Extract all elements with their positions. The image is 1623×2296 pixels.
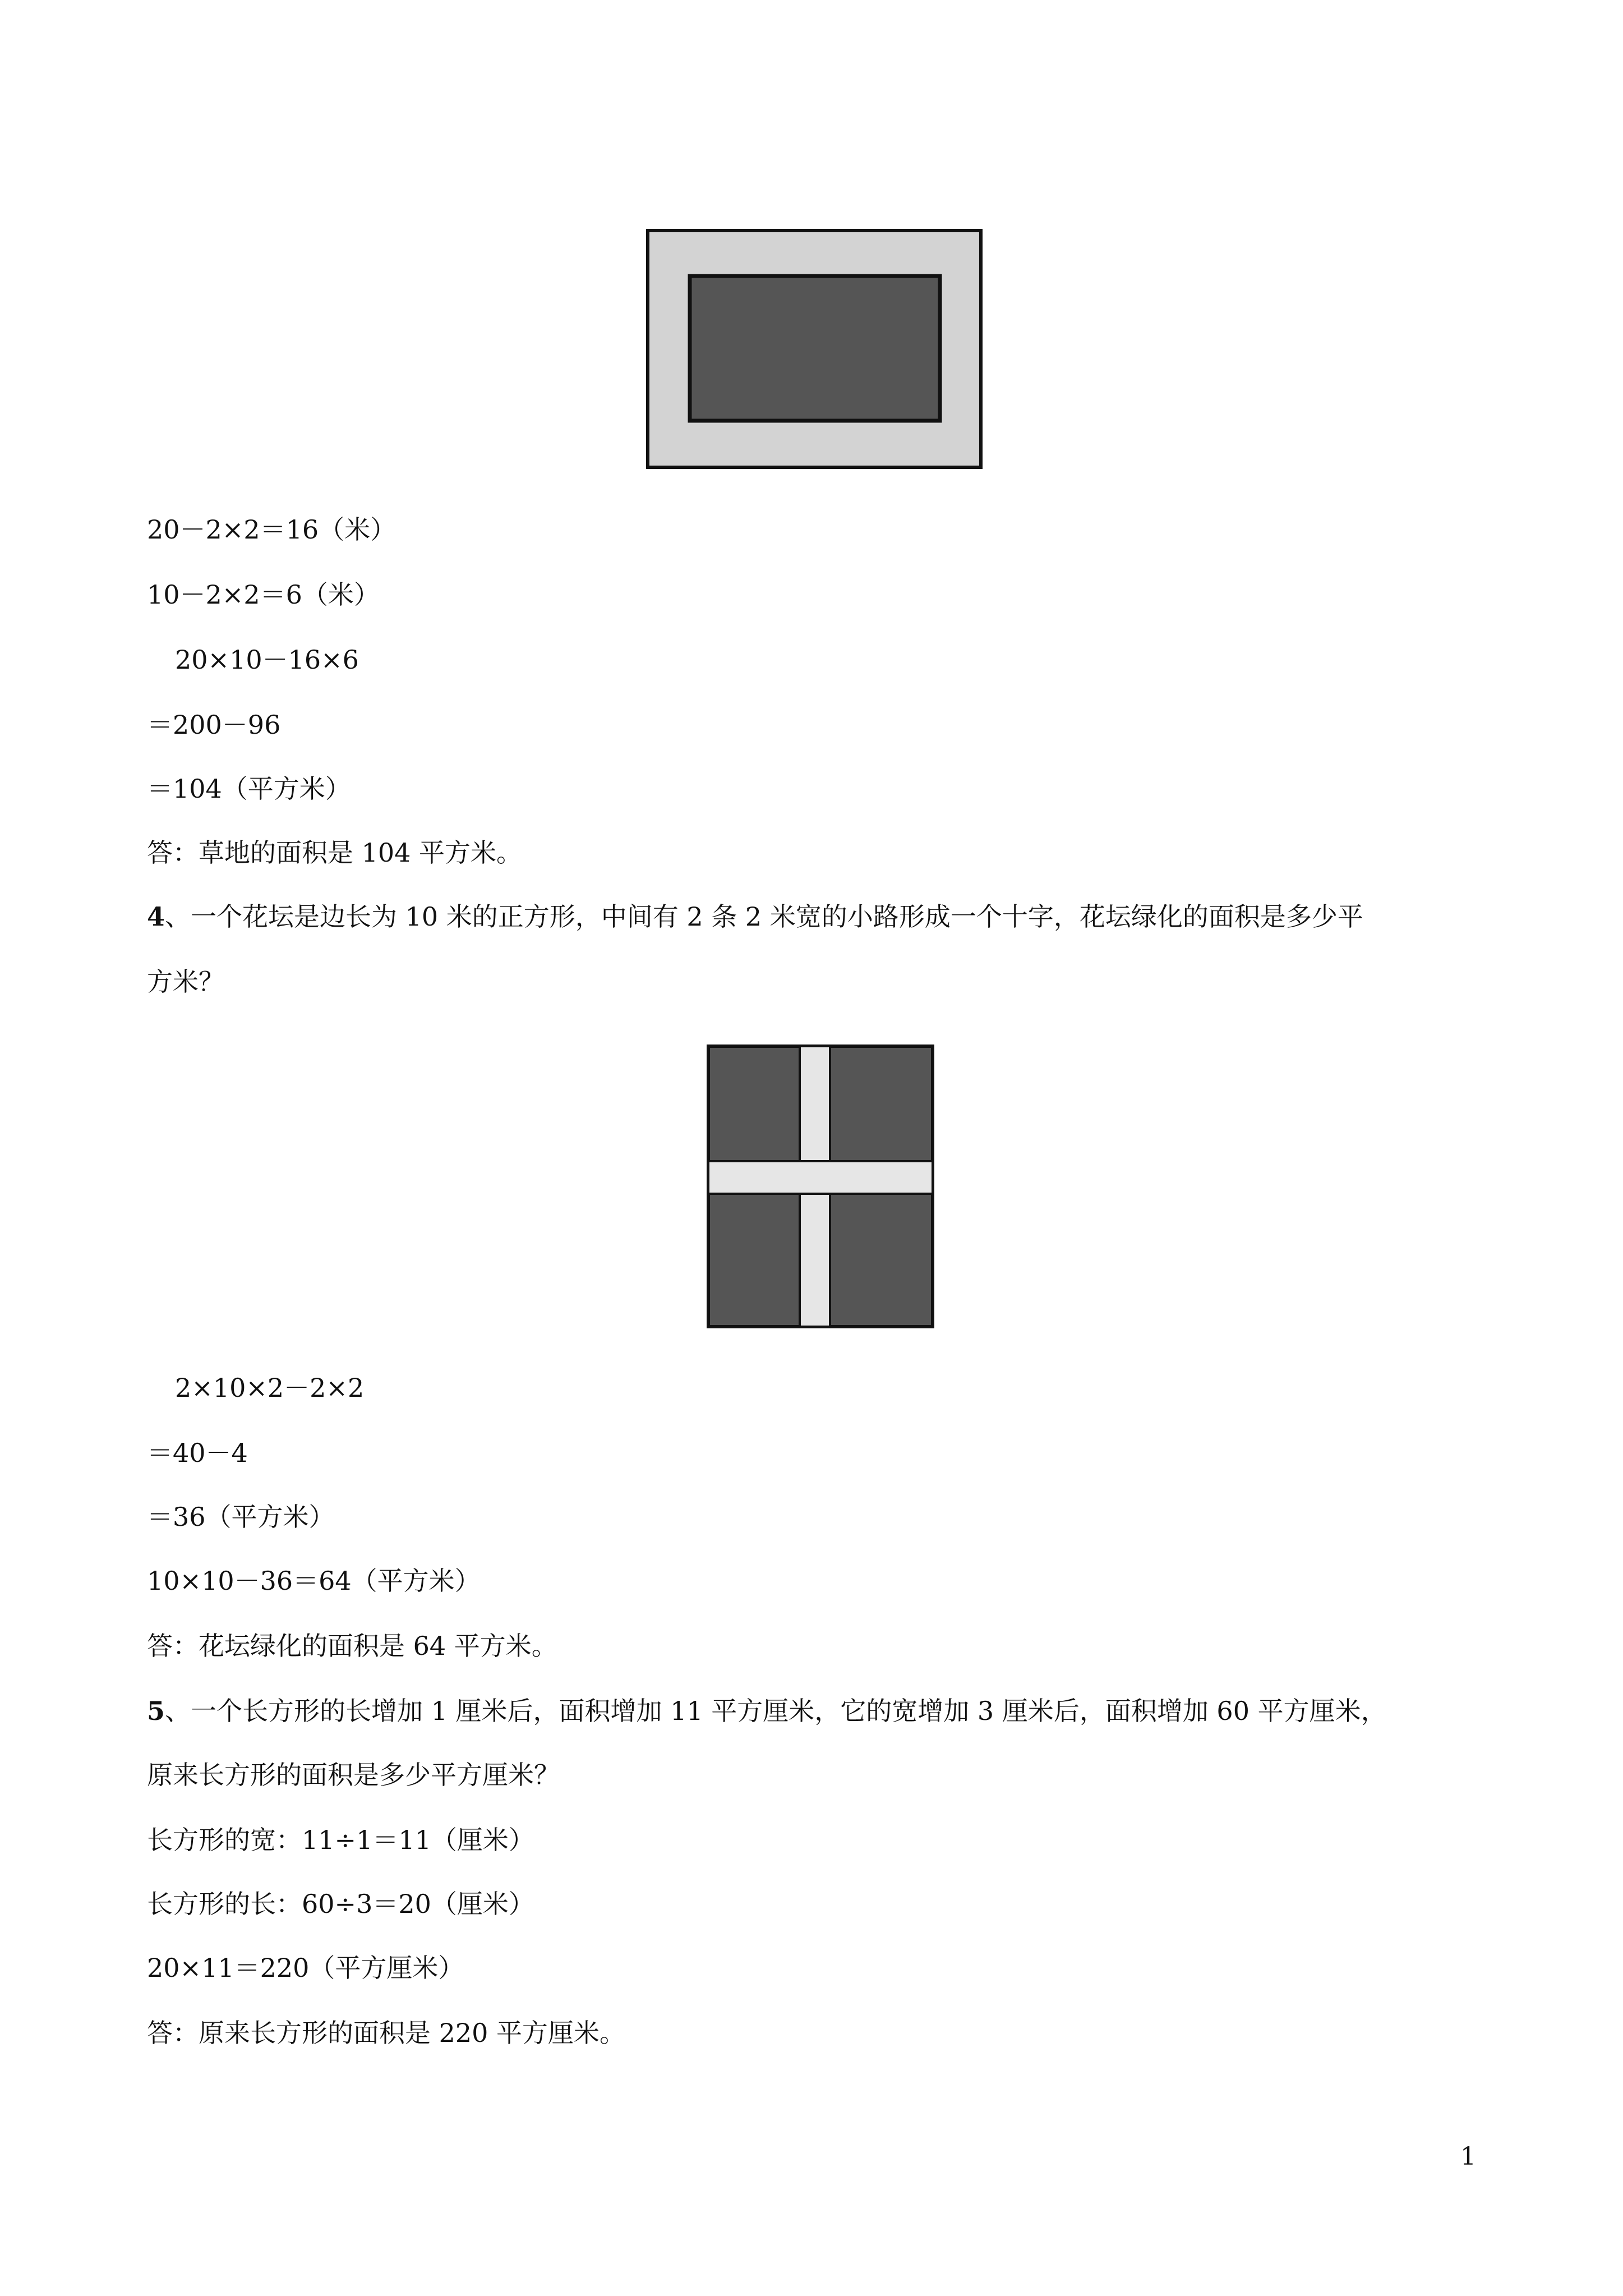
question-text: 、一个花坛是边长为 10 米的正方形，中间有 2 条 2 米宽的小路形成一个十字，花坛绿化的面积是多少平 (165, 901, 1363, 932)
page-number: 1 (1460, 2142, 1476, 2171)
answer-line: 答：花坛绿化的面积是 64 平方米。 (147, 1631, 557, 1661)
path-intersection (801, 1162, 829, 1193)
flowerbed-cross-figure (707, 1045, 934, 1328)
question-4 (147, 900, 1363, 933)
calc-line: ＝36（平方米） (147, 1502, 335, 1532)
calc-line: 2×10×2－2×2 (175, 1373, 365, 1403)
calc-line: 长方形的长：60÷3＝20（厘米） (147, 1889, 534, 1919)
answer-line: 答：原来长方形的面积是 220 平方厘米。 (147, 2018, 626, 2048)
question-text: 、一个长方形的长增加 1 厘米后，面积增加 11 平方厘米，它的宽增加 3 厘米后，面积增加 60 平方厘米， (165, 1696, 1387, 1726)
calc-line: ＝104（平方米） (147, 774, 351, 804)
answer-line: 答：草地的面积是 104 平方米。 (147, 838, 523, 868)
calc-line: 长方形的宽：11÷1＝11（厘米） (147, 1825, 534, 1855)
calc-line: 20×11＝220（平方厘米） (147, 1953, 464, 1983)
question-5-continued: 原来长方形的面积是多少平方厘米？ (147, 1760, 560, 1790)
question-number: 5 (147, 1696, 165, 1726)
calc-line: 20×10－16×6 (175, 645, 359, 675)
calc-line: 10－2×2＝6（米） (147, 579, 380, 610)
lawn-border-figure (646, 229, 983, 470)
calc-line: 20－2×2＝16（米） (147, 514, 396, 545)
inner-lawn-rect (690, 276, 940, 421)
calc-line: ＝200－96 (147, 710, 281, 740)
calc-line: 10×10－36＝64（平方米） (147, 1566, 481, 1596)
question-5 (147, 1694, 1387, 1728)
calc-line: ＝40－4 (147, 1438, 248, 1468)
question-4-continued: 方米？ (147, 967, 224, 997)
question-number: 4 (147, 901, 165, 932)
